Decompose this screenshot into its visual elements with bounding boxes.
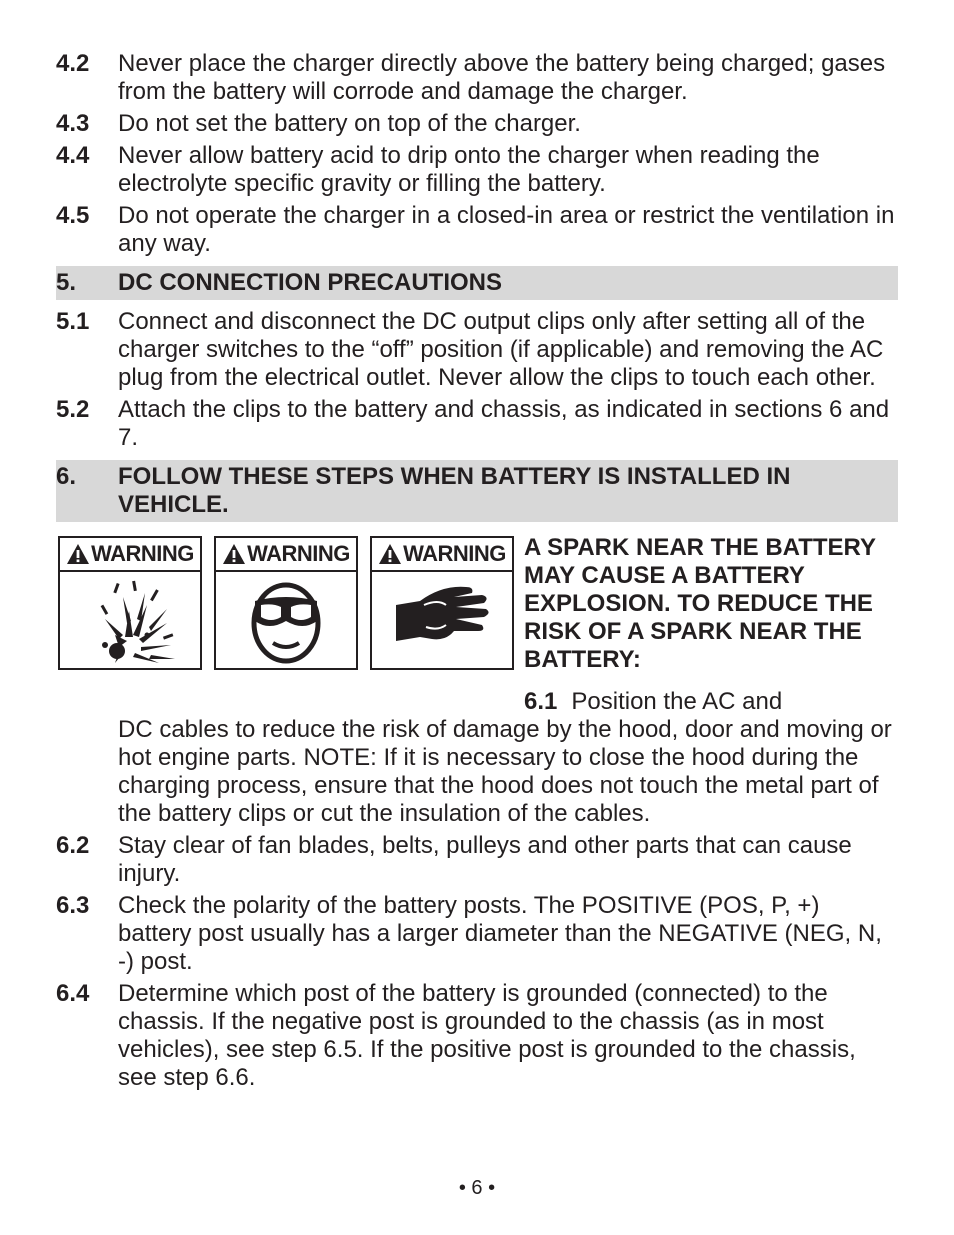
item-text: Never place the charger directly above the battery being charged; gases from the battery will corrode and damage the charger. xyxy=(118,50,886,105)
warning-box-explosion xyxy=(58,536,202,670)
warning-box-goggles xyxy=(214,536,358,670)
section-heading-5 xyxy=(56,266,898,300)
alert-triangle-icon xyxy=(66,543,90,565)
warning-label: WARNING xyxy=(403,541,506,566)
page-content xyxy=(56,50,898,1096)
list-item xyxy=(56,980,898,1092)
glove-icon xyxy=(382,575,502,665)
warning-label: WARNING xyxy=(91,541,194,566)
warning-header xyxy=(216,538,356,572)
item-number: 4.4 xyxy=(56,142,90,169)
section-title: FOLLOW THESE STEPS WHEN BATTERY IS INSTALLED IN VEHICLE. xyxy=(118,463,791,518)
alert-triangle-icon xyxy=(378,543,402,565)
item-text: Determine which post of the battery is grounded (connected) to the chassis. If the negative post is grounded to the chassis (as in most vehicles), see step 6.5. If the positive post is grounded to the chassis, see step 6.6. xyxy=(118,980,856,1091)
section-number: 5. xyxy=(56,269,77,296)
item-number: 6.2 xyxy=(56,832,90,859)
warning-label: WARNING xyxy=(247,541,350,566)
list-item xyxy=(56,308,898,392)
item-text: Connect and disconnect the DC output clips only after setting all of the charger switches to the “off” position (if applicable) and removing the AC plug from the electrical outlet. Never allow the clips to touch each other. xyxy=(118,308,884,391)
item-text: Never allow battery acid to drip onto the charger when reading the electrolyte specific gravity or filling the battery. xyxy=(118,142,820,197)
item-text: Do not set the battery on top of the charger. xyxy=(118,110,581,137)
item-text: Do not operate the charger in a closed-in area or restrict the ventilation in any way. xyxy=(118,202,895,257)
item-6-1-first-line xyxy=(524,688,898,716)
warning-box-glove xyxy=(370,536,514,670)
warning-row xyxy=(56,530,898,680)
spark-warning-text: A SPARK NEAR THE BATTERY MAY CAUSE A BATTERY EXPLOSION. TO REDUCE THE RISK OF A SPARK NEAR THE BATTERY: xyxy=(524,534,876,673)
item-number: 5.2 xyxy=(56,396,90,423)
list-item xyxy=(56,50,898,106)
item-number: 6.4 xyxy=(56,980,90,1007)
item-text: Check the polarity of the battery posts. The POSITIVE (POS, P, +) battery post usually has a larger diameter than the NEGATIVE (NEG, N, -) post. xyxy=(118,892,882,975)
section-number: 6. xyxy=(56,463,77,490)
item-number: 4.3 xyxy=(56,110,90,137)
explosion-icon xyxy=(75,575,185,665)
item-number: 4.2 xyxy=(56,50,90,77)
item-number: 6.3 xyxy=(56,892,90,919)
section-title: DC CONNECTION PRECAUTIONS xyxy=(118,269,503,296)
list-item xyxy=(56,142,898,198)
list-item xyxy=(56,832,898,888)
list-item xyxy=(56,892,898,976)
section-heading-6 xyxy=(56,460,898,522)
item-6-1-continuation: DC cables to reduce the risk of damage by the hood, door and moving or hot engine parts. NOTE: If it is necessary to close the hood during the charging process, ensure that the hood does not touch the metal part of the battery clips or cut the insulation of the cables. xyxy=(118,716,892,827)
list-item xyxy=(56,202,898,258)
alert-triangle-icon xyxy=(222,543,246,565)
list-item xyxy=(56,396,898,452)
item-text: Stay clear of fan blades, belts, pulleys and other parts that can cause injury. xyxy=(118,832,852,887)
warning-header xyxy=(372,538,512,572)
item-number: 4.5 xyxy=(56,202,90,229)
page-number: • 6 • xyxy=(458,1177,496,1199)
item-number: 6.1 xyxy=(524,688,558,715)
list-item xyxy=(56,110,898,138)
goggles-icon xyxy=(241,575,331,665)
item-text: Attach the clips to the battery and chassis, as indicated in sections 6 and 7. xyxy=(118,396,890,451)
warning-header xyxy=(60,538,200,572)
item-text-start: Position the AC and xyxy=(571,688,783,715)
item-number: 5.1 xyxy=(56,308,90,335)
